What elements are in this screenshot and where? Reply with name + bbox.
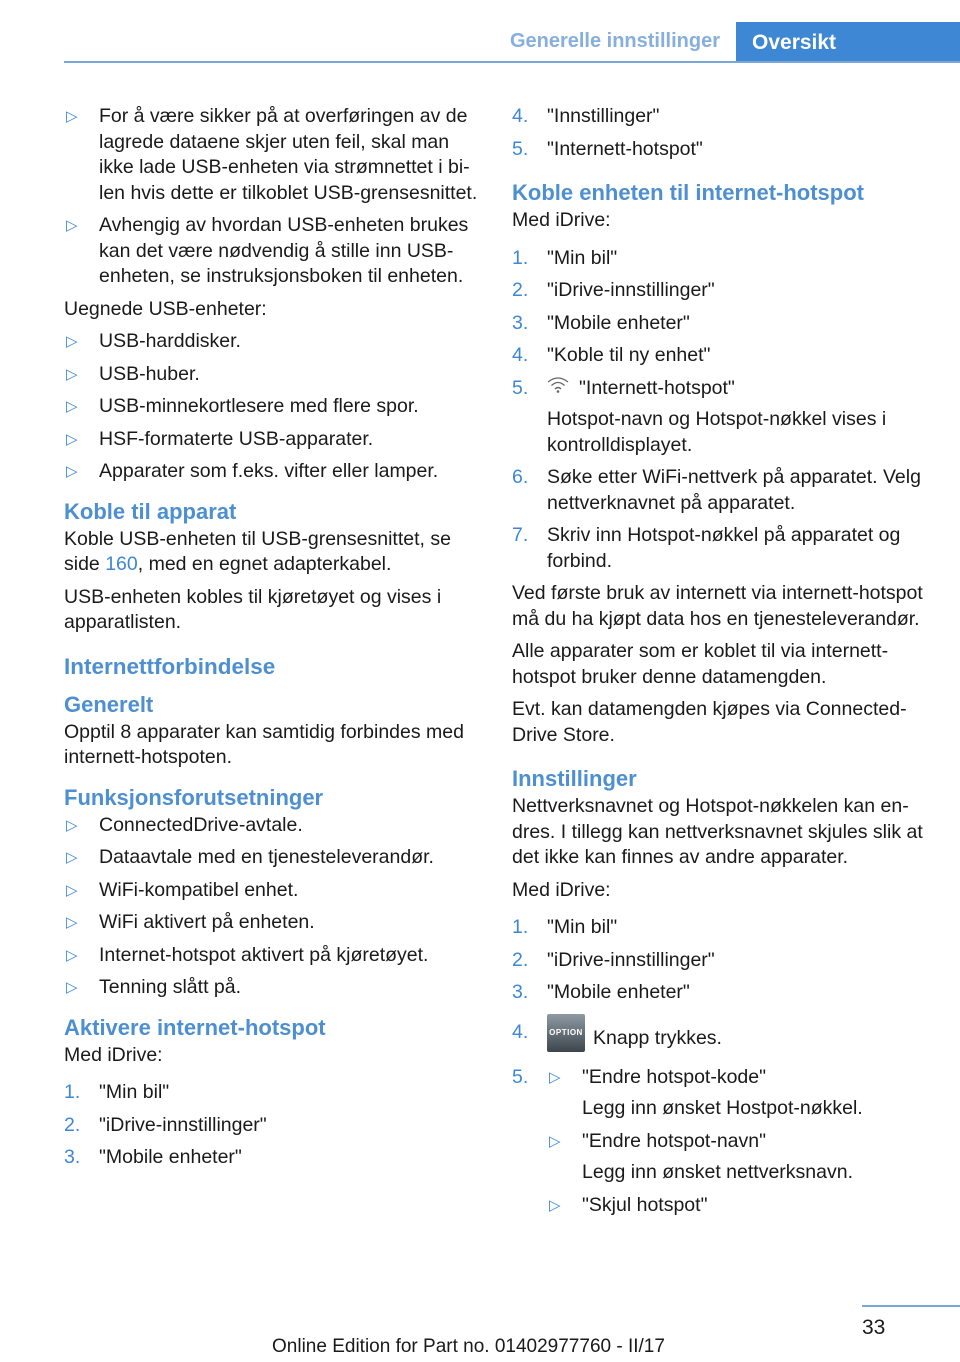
- heading-general: Generelt: [64, 691, 154, 717]
- footer-rule: [862, 1305, 960, 1307]
- list-item: 4. OPTION Knapp trykkes.: [512, 1020, 932, 1058]
- sub-list-item: ▷ "Endre hotspot-navn" Legg inn ønsket nettverksnavn.: [549, 1129, 853, 1183]
- paragraph: Evt. kan datamengden kjøpes via ConnectedDrive Store.: [512, 698, 907, 746]
- connect-paragraph-2: USB-enheten kobles til kjøretøyet og vises i apparatlisten.: [64, 585, 442, 633]
- sub-list-item: ▷ "Skjul hotspot": [512, 1193, 932, 1219]
- unsuitable-label: Uegnede USB-enheter:: [64, 297, 267, 320]
- triangle-bullet-icon: ▷: [66, 463, 78, 480]
- triangle-bullet-icon: ▷: [549, 1132, 561, 1150]
- list-item: ▷ WiFi-kompatibel enhet.: [64, 878, 479, 904]
- list-item: 7. Skriv inn Hotspot-nøkkel på apparatet og forbind.: [512, 524, 901, 572]
- list-item: ▷ Tenning slått på.: [64, 975, 479, 1001]
- activate-intro: Med iDrive:: [64, 1043, 163, 1066]
- list-item: ▷ Apparater som f.eks. vifter eller lamper.: [64, 459, 479, 485]
- heading-settings: Innstillinger: [512, 766, 637, 791]
- list-item: 3. "Mobile enheter": [64, 1146, 242, 1168]
- list-item: 1. "Min bil": [64, 1081, 170, 1103]
- list-item: ▷ USB-harddisker.: [64, 329, 479, 355]
- sub-list-item: ▷ "Endre hotspot-kode" Legg inn ønsket Hostpot-nøkkel.: [549, 1065, 863, 1119]
- heading-internet-connection: Internettforbindelse: [64, 653, 276, 679]
- list-item: 1. "Min bil": [512, 916, 618, 938]
- step-note: Hotspot-navn og Hotspot-nøkkel vises i kontrolldisplayet.: [547, 408, 887, 456]
- settings-paragraph: Nettverksnavnet og Hotspot-nøkkelen kan endres. I tillegg kan nettverksnavnet skjules slik at det ikke kan finnes av andre apparater.: [512, 795, 923, 868]
- list-item: 5. "Internett-hotspot" Hotspot-navn og Hotspot-nøkkel vises i kontrolldisplayet.: [512, 376, 932, 459]
- list-item: ▷ USB-huber.: [64, 362, 479, 388]
- list-item: 1. "Min bil": [512, 246, 618, 269]
- list-item: 5. ▷ "Endre hotspot-kode" Legg inn ønsket Hostpot-nøkkel. ▷ "Endre hotspot-navn" Legg inn ønsket nettverksnavn. ▷ "Skjul hotspot": [512, 1065, 932, 1219]
- triangle-bullet-icon: ▷: [549, 1068, 561, 1086]
- page-number: 33: [862, 1316, 886, 1339]
- option-button-icon: OPTION: [547, 1014, 585, 1052]
- list-item: 2. "iDrive-innstillinger": [512, 948, 715, 971]
- wifi-icon: [547, 377, 569, 393]
- list-item: 6. Søke etter WiFi-nettverk på apparatet. Velg nettverknavnet på apparatet.: [512, 466, 921, 514]
- footer-edition: Online Edition for Part no. 01402977760 - II/17: [272, 1336, 665, 1357]
- triangle-bullet-icon: ▷: [66, 333, 78, 350]
- connect-intro: Med iDrive:: [512, 209, 611, 231]
- heading-connect-device: Koble til apparat: [64, 498, 237, 524]
- heading-prerequisites: Funksjonsforutsetninger: [64, 784, 324, 810]
- list-item: ▷ HSF-formaterte USB-apparater.: [64, 427, 479, 453]
- list-item: 2. "iDrive-innstillinger": [64, 1113, 267, 1136]
- list-item: 4. "Koble til ny enhet": [512, 344, 711, 366]
- list-item: 5. "Internett-hotspot": [512, 137, 703, 160]
- heading-activate-hotspot: Aktivere internet-hotspot: [64, 1014, 326, 1040]
- header-tab-overview: Oversikt: [736, 22, 960, 63]
- list-item: ▷ Dataavtale med en tjenesteleverandør.: [64, 845, 479, 871]
- header-rule: [64, 61, 960, 63]
- list-item: ▷ USB-minnekortlesere med flere spor.: [64, 394, 479, 420]
- triangle-bullet-icon: ▷: [66, 914, 78, 931]
- paragraph: Alle apparater som er koblet til via internett-hotspot bruker denne datamengden.: [512, 640, 889, 688]
- triangle-bullet-icon: ▷: [66, 849, 78, 866]
- list-item: 2. "iDrive-innstillinger": [512, 279, 715, 301]
- triangle-bullet-icon: ▷: [66, 946, 78, 964]
- list-item: ▷ ConnectedDrive-avtale.: [64, 813, 479, 839]
- right-column: [512, 104, 932, 1225]
- list-item: ▷ WiFi aktivert på enheten.: [64, 910, 479, 936]
- left-column: [64, 104, 479, 1178]
- triangle-bullet-icon: ▷: [66, 108, 78, 125]
- list-item: ▷ For å være sikker på at overføringen av de lagrede dataene skjer uten feil, skal man ikke lade USB-enheten via strømnettet i bilen hvis dette er tilkoblet USB-grensesnittet.: [66, 105, 478, 204]
- paragraph: Ved første bruk av internett via internett-hotspot må du ha kjøpt data hos en tjenesteleverandør.: [512, 582, 923, 630]
- connect-paragraph: Koble USB-enheten til USB-grensesnittet, se side 160, med en egnet adapterkabel.: [64, 527, 451, 575]
- list-item: 3. "Mobile enheter": [512, 981, 690, 1003]
- triangle-bullet-icon: ▷: [66, 398, 78, 415]
- triangle-bullet-icon: ▷: [66, 217, 78, 234]
- list-item: 3. "Mobile enheter": [512, 311, 690, 334]
- triangle-bullet-icon: ▷: [66, 881, 78, 899]
- list-item: ▷ Avhengig av hvordan USB-enheten brukes kan det være nødvendig å stille inn USB-enheten, se instruksjonsboken til enheten.: [66, 214, 469, 287]
- general-paragraph: Opptil 8 apparater kan samtidig forbindes med internett-hotspoten.: [64, 720, 464, 768]
- header-section-title: Generelle innstillinger: [509, 30, 720, 52]
- list-item: 4. "Innstillinger": [512, 105, 660, 127]
- triangle-bullet-icon: ▷: [66, 979, 78, 996]
- triangle-bullet-icon: ▷: [66, 816, 78, 834]
- triangle-bullet-icon: ▷: [66, 365, 78, 383]
- triangle-bullet-icon: ▷: [549, 1196, 561, 1214]
- heading-connect-to-hotspot: Koble enheten til internet-hotspot: [512, 180, 864, 205]
- triangle-bullet-icon: ▷: [66, 430, 78, 448]
- page-link[interactable]: 160: [105, 553, 138, 575]
- settings-intro: Med iDrive:: [512, 878, 611, 901]
- list-item: ▷ Internet-hotspot aktivert på kjøretøyet.: [64, 943, 479, 969]
